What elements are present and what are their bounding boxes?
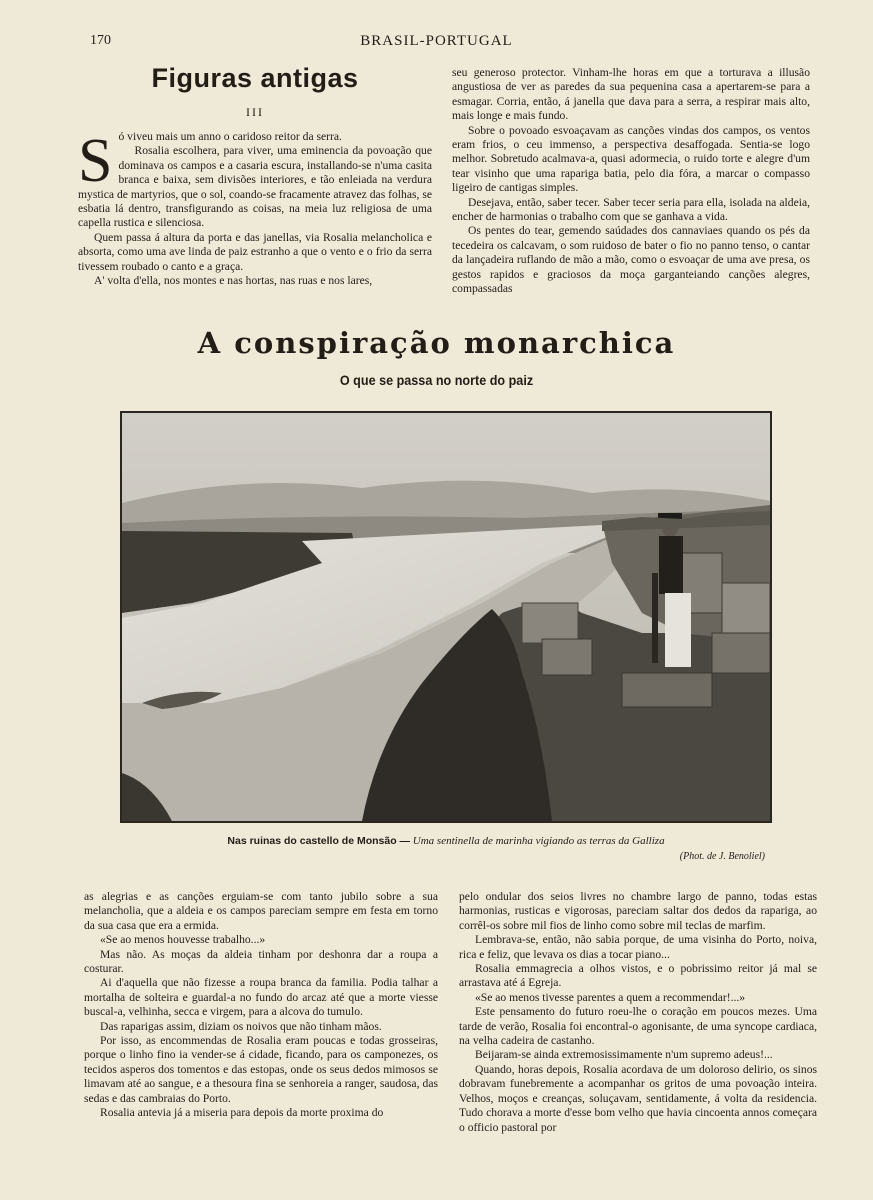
paragraph: Este pensamento do futuro roeu-lhe o coração em poucos mezes. Uma tarde de verão, Rosalia foi encontral-o agonisante, de uma syncope cardiaca, na velha cadeira de castanho.: [459, 1005, 817, 1048]
caption-location: Nas ruinas do castello de Monsão —: [227, 835, 411, 847]
paragraph: Quem passa á altura da porta e das janellas, via Rosalia melancholica e absorta, como uma ave linda de paiz estranho a que o vento e o frio da serra tivessem roubado o canto e a graça.: [78, 230, 432, 273]
article-title-conspiracao: A conspiração monarchica: [197, 326, 676, 360]
photograph-monsao-ruins: [120, 411, 772, 823]
section-number: III: [246, 105, 264, 119]
caption-description: Uma sentinella de marinha vigiando as terras da Galliza: [412, 835, 665, 847]
photo-caption: [120, 835, 772, 847]
article-title-figuras: Figuras antigas: [151, 63, 359, 93]
paragraph: Por isso, as encommendas de Rosalia eram poucas e todas grosseiras, porque o linho fino ia vender-se á cidade, ficando, para os camponezes, os tecidos asperos dos tomentos e das estopas, onde os seus dedos mimosos se limavam até ao sangue, e a thesoura fina se senhoreia a ranger, saudosa, das sedas e das cambraias do Porto.: [84, 1034, 438, 1105]
paragraph: A' volta d'ella, nos montes e nas hortas, nas ruas e nos lares,: [94, 274, 373, 288]
column-1-bottom: [84, 890, 438, 1121]
paragraph: Os pentes do tear, gemendo saúdades dos cannaviaes quando os pés da tecedeira os calcavam, o som ruidoso de bater o fio no panno tenso, o cantar da lançadeira ruflando de mão a mão, como o esvoaçar de uma ave presa, os gestos rapidos e graciosos da moça garganteiando canções alegres, compassadas: [452, 224, 810, 296]
paragraph: Ai d'aquella que não fizesse a roupa branca da familia. Podia talhar a mortalha de solteira e guardal-a no fundo do arcaz até que a morte viesse buscal-a, velhinha, secca e virgem, para a alcova do tumulo.: [84, 976, 438, 1019]
photo-credit: (Phot. de J. Benoliel): [679, 851, 765, 862]
photo-illustration: [122, 413, 770, 821]
paragraph: Mas não. As moças da aldeia tinham por deshonra dar a roupa a costurar.: [84, 947, 438, 976]
paragraph: as alegrias e as canções erguiam-se com tanto jubilo sobre a sua melancholia, que a aldeia e os campos pareciam sempre em festa em torno da sua casa que era a ermida.: [84, 890, 438, 932]
column-2-bottom: [459, 890, 817, 1135]
article-subtitle: O que se passa no norte do paiz: [339, 372, 534, 388]
column-2-top: [452, 66, 810, 297]
paragraph: Lembrava-se, então, não sabia porque, de uma visinha do Porto, noiva, rica e feliz, que levava os dias a tocar piano...: [459, 933, 817, 961]
page-header: [90, 33, 813, 51]
paragraph: Rosalia escolhera, para viver, uma eminencia da povoação que dominava os campos e a casaria escura, installando-se n'uma casita branca e baixa, sem divisões interiores, e tão enleiada na verdura mystica de martyrios, que o sol, coando-se fracamente atravez das folhas, se esbatia lá dentro, transfigurando as coisas, na meia luz religiosa de uma capella rustica e silenciosa.: [78, 144, 432, 230]
running-head: BRASIL-PORTUGAL: [360, 33, 513, 49]
paragraph: pelo ondular dos seios livres no chambre largo de panno, todas estas harmonias, rusticas e vigorosas, pareciam saltar dos dedos da rapariga, ao corrêl-os sobre mil fios de linho como sobre mil teclas de marfim.: [459, 890, 817, 932]
paragraph: seu generoso protector. Vinham-lhe horas em que a torturava a illusão angustiosa de ver as paredes da sua pequenina casa a apertarem-se para a esmagar. Corria, então, á janella que dava para a serra, a respirar mais alto, mais longe e mais fundo.: [452, 66, 810, 123]
paragraph: Beijaram-se ainda extremosissimamente n'um supremo adeus!...: [475, 1048, 773, 1062]
drop-cap: S: [78, 127, 113, 195]
column-1-top: [78, 127, 432, 288]
paragraph: Rosalia emmagrecia a olhos vistos, e o pobrissimo reitor já mal se arrastava até á Egreja.: [459, 962, 817, 990]
paragraph: Rosalia antevia já a miseria para depois da morte proxima do: [100, 1106, 384, 1120]
paragraph: «Se ao menos tivesse parentes a quem a recommendar!...»: [475, 990, 746, 1004]
paragraph: Quando, horas depois, Rosalia acordava de um doloroso delirio, os sinos dobravam funebremente a acompanhar os gritos de uma povoação inteira. Velhos, moços e creanças, soluçavam, sentidamente, á volta da residencia. Tudo chorava a morte d'esse bom velho que havia cincoenta annos começara o officio pastoral por: [459, 1062, 817, 1134]
paragraph: Só viveu mais um anno o caridoso reitor da serra.: [78, 127, 342, 195]
paragraph: Desejava, então, saber tecer. Saber tecer seria para ella, isolada na aldeia, encher de harmonias o trabalho com que se ganhava a vida.: [452, 195, 810, 224]
page-number: 170: [90, 33, 111, 48]
paragraph: Sobre o povoado esvoaçavam as canções vindas dos campos, os ventos eram frios, o ceu immenso, a perspectiva desaffogada. Sentia-se logo melhor. Sobretudo acalmava-a, quasi adormecia, o ruido torte e alegre d'um tear visinho que uma rapariga batia, pelo dia fóra, a marcar o compasso ligeiro de cantigas simples.: [452, 123, 810, 195]
paragraph: «Se ao menos houvesse trabalho...»: [100, 933, 266, 947]
paragraph: Das raparigas assim, diziam os noivos que não tinham mãos.: [100, 1019, 382, 1033]
